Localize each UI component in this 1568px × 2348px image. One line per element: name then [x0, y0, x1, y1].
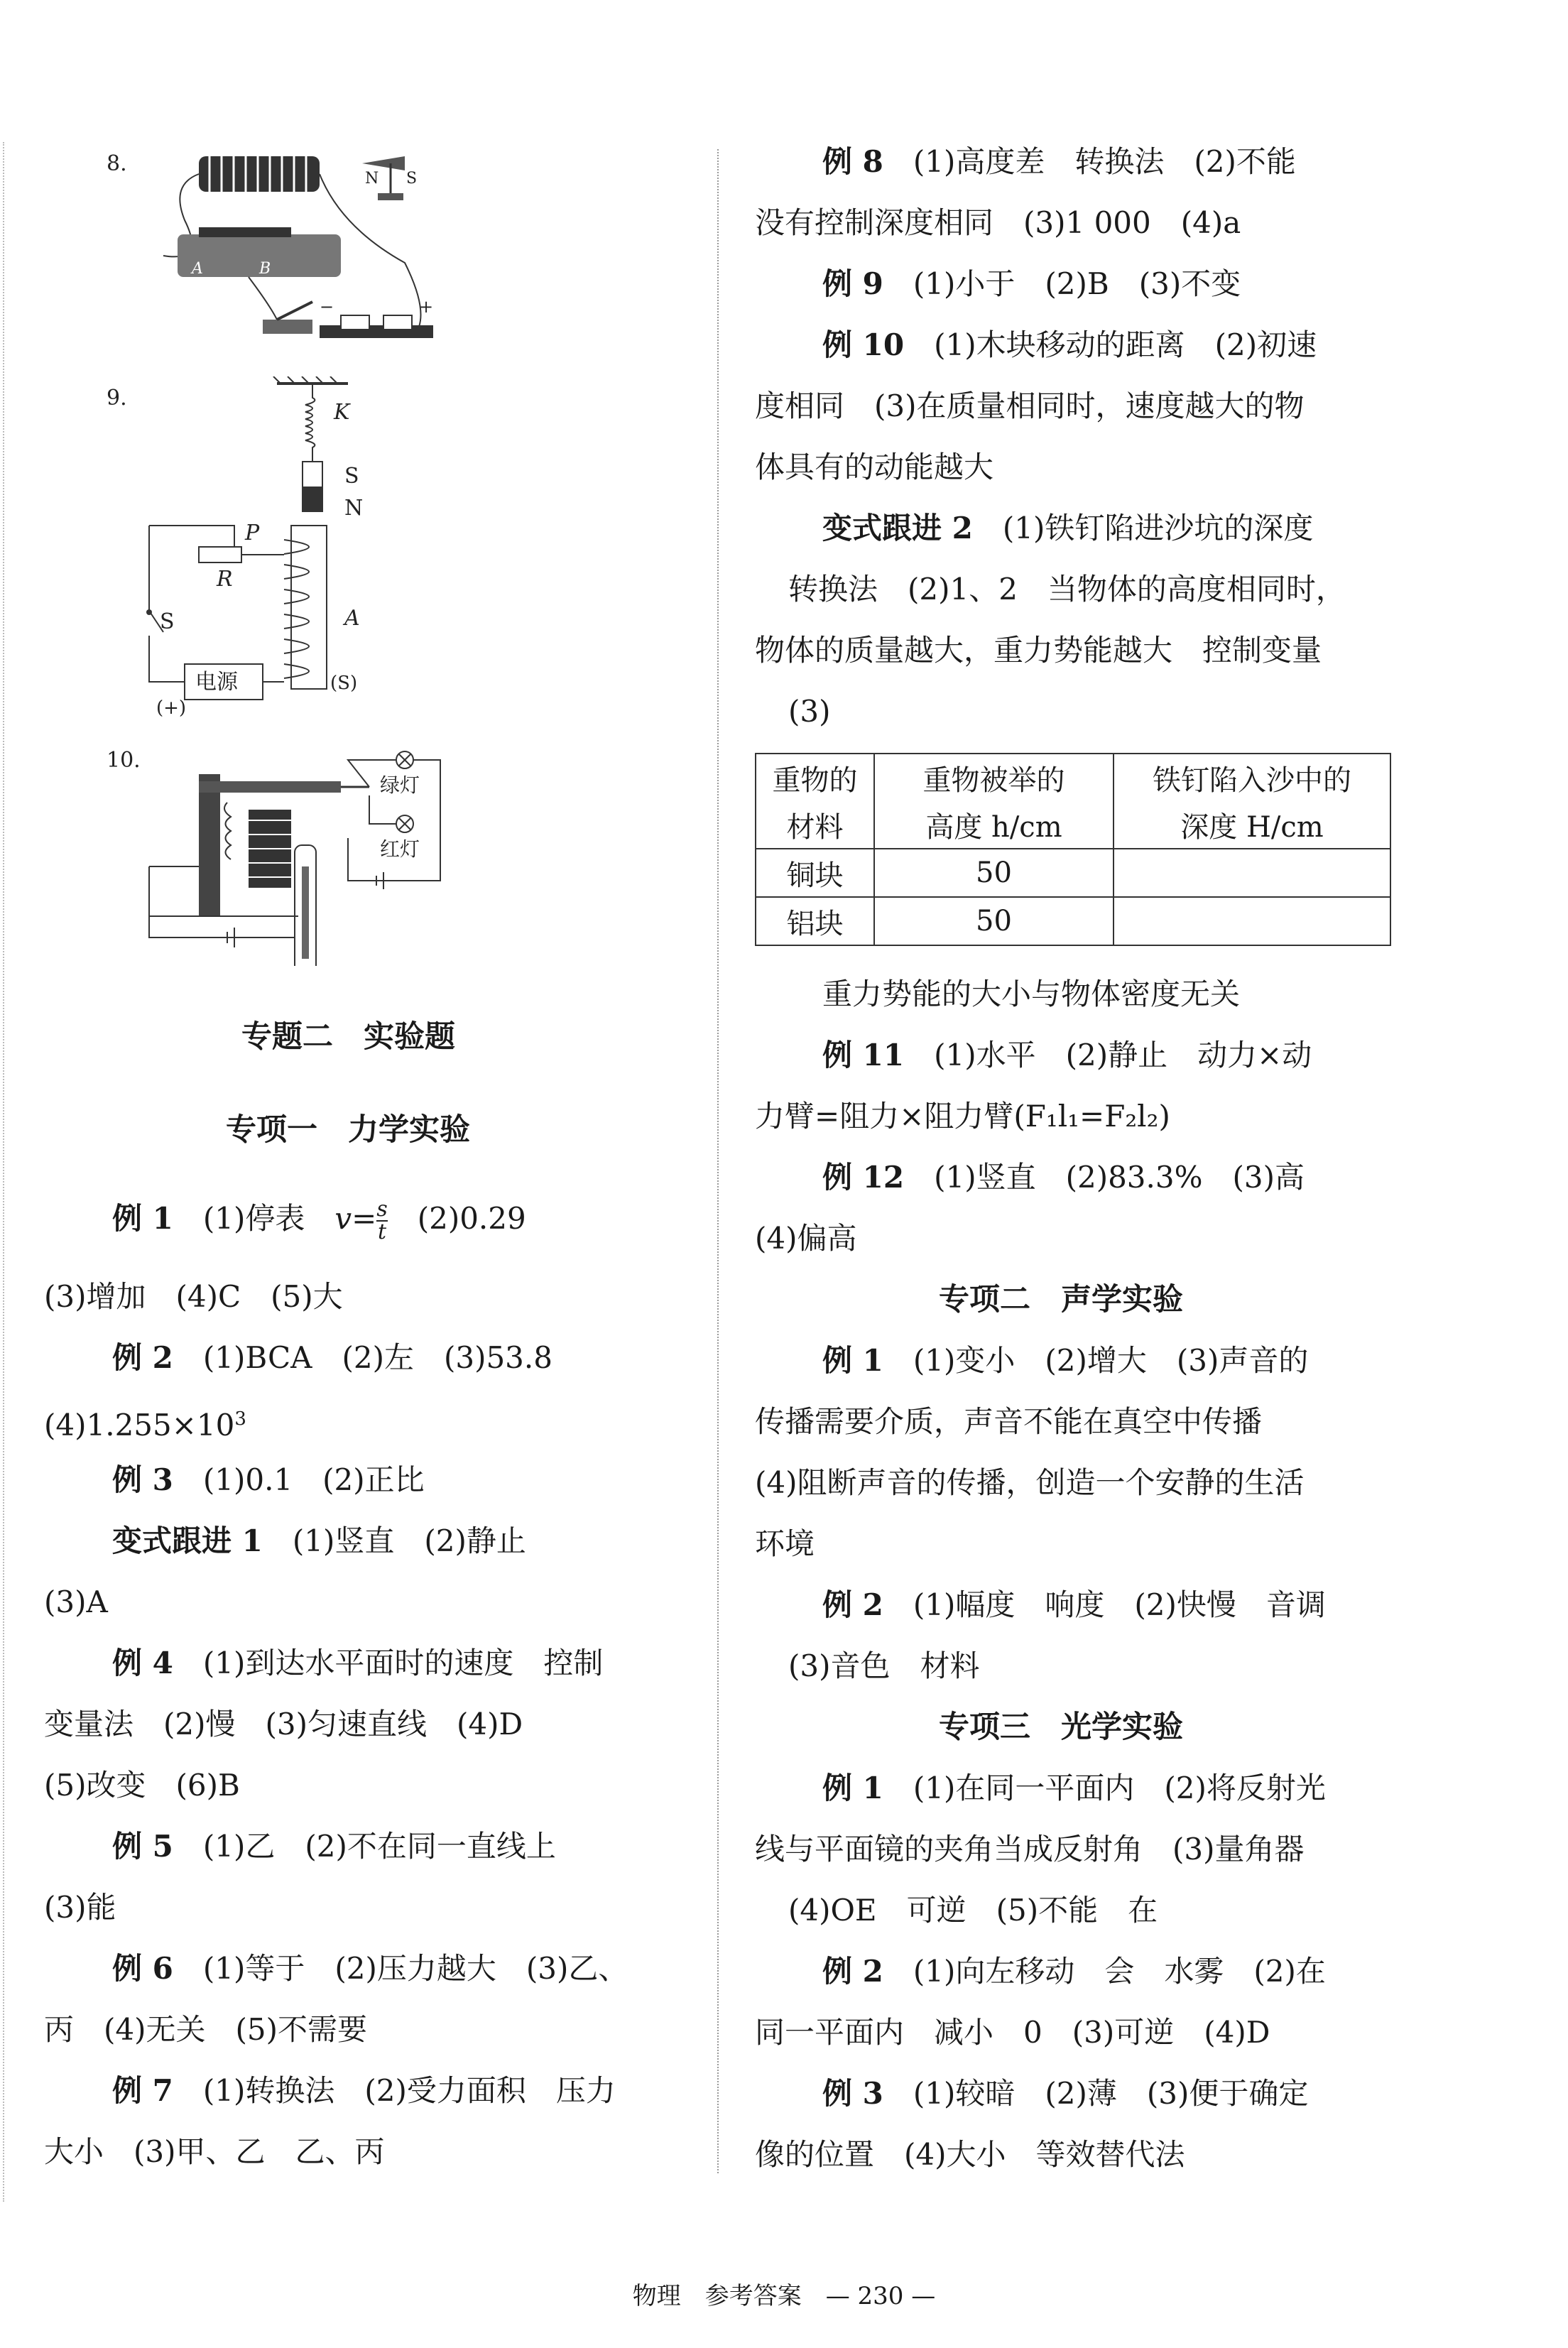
answer-text: (1)到达水平面时的速度 控制	[202, 1646, 604, 1680]
answer-line: 线与平面镜的夹角当成反射角 (3)量角器	[755, 1832, 1305, 1866]
figure-8	[107, 142, 447, 355]
subsection-title-mechanics: 专项一 力学实验	[226, 1112, 470, 1148]
label-red-lamp: 红灯	[380, 837, 420, 861]
answer-line: 像的位置 (4)大小 等效替代法	[755, 2137, 1185, 2172]
answer-line: 大小 (3)甲、乙 乙、丙	[44, 2134, 385, 2169]
table-cell: 50	[874, 897, 1114, 945]
answer-line	[112, 1645, 603, 1682]
section-title: 专题二 实验题	[241, 1019, 455, 1055]
answer-text: (1)竖直 (2)静止	[292, 1523, 526, 1558]
answer-text: (1)水平 (2)静止 动力×动	[934, 1038, 1312, 1072]
answer-line	[112, 2072, 616, 2109]
table-cell: 50	[874, 849, 1114, 897]
figure-9-circuit	[107, 376, 405, 717]
example-label: 例 4	[112, 1646, 173, 1680]
answer-text: (1)较暗 (2)薄 (3)便于确定	[913, 2076, 1309, 2111]
fraction-numerator: s	[376, 1197, 388, 1222]
table-cell	[1114, 897, 1390, 945]
answer-line	[822, 1159, 1305, 1196]
answer-line: (3)音色 材料	[788, 1648, 980, 1683]
switch	[263, 320, 312, 334]
example-label: 例 6	[112, 1951, 173, 1986]
answer-line	[822, 1587, 1326, 1624]
spring	[305, 384, 315, 462]
answer-text: (1)BCA (2)左 (3)53.8	[202, 1340, 552, 1375]
table-header-cell: 深度 H/cm	[1114, 801, 1390, 849]
column-divider	[717, 149, 719, 2173]
label-K: K	[334, 400, 350, 425]
answer-line	[822, 143, 1296, 180]
table-header-row	[756, 801, 1390, 849]
answer-line	[112, 1828, 556, 1865]
table-header-cell: 重物的	[756, 754, 874, 801]
electromagnet-coil	[291, 526, 327, 689]
answer-line	[822, 510, 1313, 547]
relay-frame	[199, 774, 220, 916]
left-margin-rule	[3, 142, 4, 2202]
example-label: 例 2	[822, 1954, 883, 1989]
example-label: 例 8	[822, 144, 883, 179]
answer-text: (1)停表	[202, 1201, 335, 1236]
answer-line	[822, 1953, 1326, 1990]
table-cell: 铝块	[756, 897, 874, 945]
answer-text: (1)向左移动 会 水雾 (2)在	[913, 1954, 1326, 1989]
answer-line-1	[112, 1199, 526, 1243]
answer-text: (1)在同一平面内 (2)将反射光	[913, 1771, 1326, 1805]
var-v: v	[334, 1201, 352, 1236]
example-label: 变式跟进 2	[822, 511, 973, 545]
answer-line	[112, 1523, 526, 1560]
figure-10-number: 10.	[107, 748, 141, 773]
figure-9	[107, 376, 405, 717]
answer-line	[822, 2075, 1308, 2112]
table-header-cell: 材料	[756, 801, 874, 849]
table-row	[756, 849, 1390, 897]
answer-text: (1)乙 (2)不在同一直线上	[202, 1829, 556, 1864]
label-magnet-S: S	[344, 464, 359, 489]
solenoid	[199, 156, 320, 192]
answer-line: (3)A	[44, 1585, 108, 1619]
answer-text: (1)铁钉陷进沙坑的深度	[1002, 511, 1314, 545]
answer-text: (1)变小 (2)增大 (3)声音的	[913, 1343, 1309, 1378]
figure-9-number: 9.	[107, 386, 127, 411]
example-label: 变式跟进 1	[112, 1523, 263, 1558]
label-A: A	[192, 260, 203, 278]
example-label: 例 1	[822, 1343, 883, 1378]
example-label: 例 2	[822, 1587, 883, 1622]
answer-line	[112, 1950, 628, 1987]
table-header-row	[756, 754, 1390, 801]
example-label: 例 10	[822, 327, 905, 362]
answer-text: (1)转换法 (2)受力面积 压力	[202, 2073, 616, 2108]
answer-line: (4)偏高	[755, 1221, 857, 1256]
answer-line	[822, 327, 1317, 364]
figure-10-circuit	[107, 739, 447, 966]
label-plus: +	[419, 297, 434, 317]
label-N: N	[365, 170, 379, 187]
example-label: 例 5	[112, 1829, 173, 1864]
answer-line	[822, 266, 1241, 303]
answer-line	[822, 1037, 1312, 1074]
answer-text: (1)0.1 (2)正比	[202, 1462, 425, 1497]
example-label: 例 11	[822, 1038, 905, 1072]
example-label: 例 12	[822, 1160, 905, 1195]
example-label: 例 3	[112, 1462, 173, 1497]
answer-text: (4)1.255×10	[44, 1408, 235, 1442]
table-header-cell: 重物被举的	[874, 754, 1114, 801]
label-magnet-N: N	[344, 496, 364, 521]
label-P: P	[245, 521, 260, 545]
answer-line: (5)改变 (6)B	[44, 1768, 240, 1803]
table-row	[756, 897, 1390, 945]
data-table	[755, 753, 1391, 946]
answer-line: 传播需要介质，声音不能在真空中传播	[755, 1404, 1263, 1439]
answer-text: (1)竖直 (2)83.3% (3)高	[934, 1160, 1305, 1195]
exponent: 3	[234, 1408, 246, 1430]
answer-line: 同一平面内 减小 0 (3)可逆 (4)D	[755, 2015, 1270, 2050]
answer-line: 变量法 (2)慢 (3)匀速直线 (4)D	[44, 1707, 523, 1741]
example-label: 例 1	[822, 1771, 883, 1805]
answer-line: (3)增加 (4)C (5)大	[44, 1279, 343, 1314]
label-S-terminal: (S)	[330, 673, 358, 694]
example-label: 例 3	[822, 2076, 883, 2111]
example-label: 例 7	[112, 2073, 173, 2108]
answer-line: (3)能	[44, 1890, 116, 1925]
subsection-title-optics: 专项三 光学实验	[939, 1710, 1183, 1745]
label-R: R	[217, 567, 233, 592]
answer-line: (3)	[788, 694, 831, 729]
equals-sign: =	[352, 1201, 377, 1236]
rheostat-R	[199, 547, 241, 562]
example-label: 例 2	[112, 1340, 173, 1375]
fraction-denominator: t	[377, 1219, 387, 1244]
label-plus-terminal: (+)	[156, 697, 187, 717]
example-label: 例 9	[822, 266, 883, 301]
answer-text: (1)幅度 响度 (2)快慢 音调	[913, 1587, 1326, 1622]
label-switch-S: S	[160, 609, 175, 634]
answer-text: (1)木块移动的距离 (2)初速	[934, 327, 1317, 362]
label-A: A	[344, 606, 360, 631]
answer-text: (1)小于 (2)B (3)不变	[913, 266, 1241, 301]
subsection-title-acoustics: 专项二 声学实验	[939, 1282, 1183, 1317]
answer-line: 体具有的动能越大	[755, 450, 994, 484]
answer-line: 没有控制深度相同 (3)1 000 (4)a	[755, 205, 1241, 240]
figure-8-circuit	[107, 142, 447, 355]
example-label: 例 1	[112, 1201, 173, 1236]
label-green-lamp: 绿灯	[380, 773, 420, 797]
table-cell	[1114, 849, 1390, 897]
figure-8-number: 8.	[107, 151, 127, 176]
answer-line: 丙 (4)无关 (5)不需要	[44, 2012, 367, 2047]
answer-line: 物体的质量越大，重力势能越大 控制变量	[755, 633, 1322, 668]
label-power: 电源	[195, 670, 238, 695]
battery-base	[320, 325, 433, 338]
table-cell: 铜块	[756, 849, 874, 897]
page-footer: 物理 参考答案 — 230 —	[632, 2282, 936, 2310]
compass-needle	[362, 156, 405, 170]
answer-line: 度相同 (3)在质量相同时，速度越大的物	[755, 388, 1305, 423]
answer-line: 环境	[755, 1526, 815, 1561]
answer-line: 重力势能的大小与物体密度无关	[822, 977, 1241, 1011]
answer-text: (2)0.29	[387, 1201, 526, 1236]
label-minus: −	[320, 297, 334, 317]
answer-line: (4)阻断声音的传播，创造一个安静的生活	[755, 1465, 1305, 1500]
answer-text: (1)高度差 转换法 (2)不能	[913, 144, 1296, 179]
answer-line	[112, 1462, 425, 1499]
answer-text: (1)等于 (2)压力越大 (3)乙、	[202, 1951, 628, 1986]
answer-line: (4)OE 可逆 (5)不能 在	[788, 1893, 1158, 1928]
answer-line: 转换法 (2)1、2 当物体的高度相同时，	[788, 572, 1346, 607]
answer-line	[822, 1770, 1326, 1807]
answer-line	[822, 1342, 1308, 1379]
label-S: S	[406, 170, 418, 187]
answer-line	[112, 1339, 552, 1376]
answer-line	[44, 1401, 246, 1444]
fraction	[376, 1199, 387, 1243]
answer-line: 力臂=阻力×阻力臂(F₁l₁=F₂l₂)	[755, 1099, 1170, 1134]
table-header-cell: 铁钉陷入沙中的	[1114, 754, 1390, 801]
figure-10	[107, 739, 447, 966]
label-B: B	[259, 260, 271, 278]
table-header-cell: 高度 h/cm	[874, 801, 1114, 849]
